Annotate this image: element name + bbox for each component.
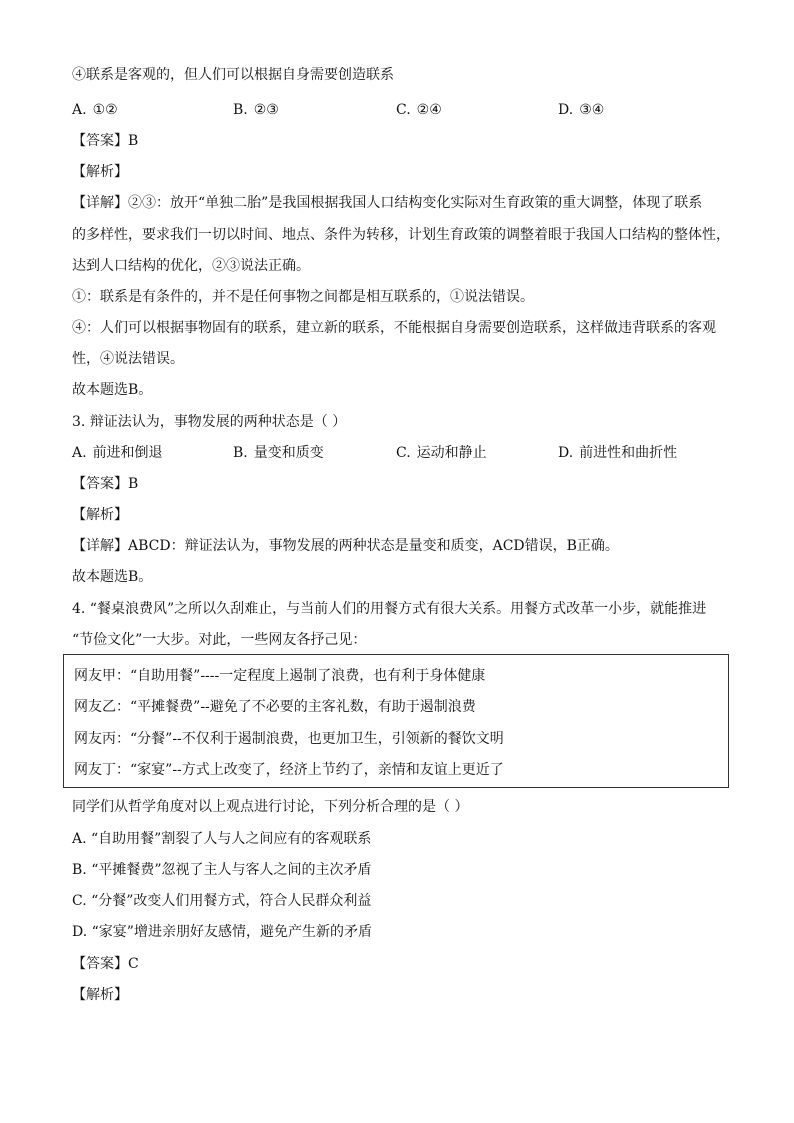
- q4-netizen-opinions-box: [63, 654, 729, 788]
- q2-conclusion: 故本题选B。: [72, 382, 153, 398]
- q2-detail-line: ④：人们可以根据事物固有的联系，建立新的联系，不能根据自身需要创造联系，这样做违背联系的客观: [72, 320, 716, 336]
- q3-conclusion: 故本题选B。: [72, 569, 153, 585]
- q2-option-b: B. ②③: [233, 102, 279, 118]
- q3-answer: 【答案】B: [72, 476, 139, 492]
- q4-opinion-bing: 网友丙：“分餐”--不仅利于遏制浪费，也更加卫生，引领新的餐饮文明: [74, 731, 504, 747]
- q2-detail-line: ①：联系是有条件的，并不是任何事物之间都是相互联系的，①说法错误。: [72, 289, 534, 305]
- q2-analysis-heading: 【解析】: [72, 164, 128, 180]
- q4-stem-line: “节俭文化”一大步。对此，一些网友各抒己见：: [72, 632, 367, 648]
- q2-option-a: A. ①②: [72, 102, 118, 118]
- q3-option-d: D. 前进性和曲折性: [558, 445, 678, 461]
- q2-detail-line: 【详解】②③：放开“单独二胎”是我国根据我国人口结构变化实际对生育政策的重大调整，体现了联系: [72, 195, 703, 211]
- q4-question: 同学们从哲学角度对以上观点进行讨论，下列分析合理的是（ ）: [72, 799, 469, 815]
- q4-opinion-ding: 网友丁：“家宴”--方式上改变了，经济上节约了，亲情和友谊上更近了: [74, 762, 504, 778]
- q4-stem-line: 4. “餐桌浪费风”之所以久刮难止，与当前人们的用餐方式有很大关系。用餐方式改革一小步，就能推进: [72, 601, 707, 617]
- q4-option-a: A. “自助用餐”割裂了人与人之间应有的客观联系: [72, 831, 372, 847]
- q3-option-c: C. 运动和静止: [396, 445, 487, 461]
- q2-detail-line: 的多样性，要求我们一切以时间、地点、条件为转移，计划生育政策的调整着眼于我国人口结构的整体性，: [72, 227, 730, 243]
- q3-analysis-heading: 【解析】: [72, 507, 128, 523]
- q4-option-d: D. “家宴”增进亲朋好友感情，避免产生新的矛盾: [72, 924, 372, 940]
- q4-analysis-heading: 【解析】: [72, 987, 128, 1003]
- q3-option-b: B. 量变和质变: [233, 445, 324, 461]
- q4-opinion-jia: 网友甲：“自助用餐”----一定程度上遏制了浪费，也有利于身体健康: [74, 668, 486, 684]
- q4-option-b: B. “平摊餐费”忽视了主人与客人之间的主次矛盾: [72, 862, 372, 878]
- q2-option-d: D. ③④: [558, 102, 605, 118]
- q4-option-c: C. “分餐”改变人们用餐方式，符合人民群众利益: [72, 893, 372, 909]
- q2-option-c: C. ②④: [396, 102, 442, 118]
- q3-detail-line: 【详解】ABCD：辩证法认为，事物发展的两种状态是量变和质变，ACD错误，B正确。: [72, 538, 619, 554]
- q3-stem: 3. 辩证法认为，事物发展的两种状态是（ ）: [72, 414, 347, 430]
- q2-detail-line: 性，④说法错误。: [72, 351, 184, 367]
- q2-stem-line: ④联系是客观的，但人们可以根据自身需要创造联系: [72, 67, 394, 83]
- q2-answer: 【答案】B: [72, 133, 139, 149]
- q4-answer: 【答案】C: [72, 956, 139, 972]
- q2-detail-line: 达到人口结构的优化，②③说法正确。: [72, 258, 310, 274]
- q4-opinion-yi: 网友乙：“平摊餐费”--避免了不必要的主客礼数，有助于遏制浪费: [74, 699, 476, 715]
- q3-option-a: A. 前进和倒退: [72, 445, 163, 461]
